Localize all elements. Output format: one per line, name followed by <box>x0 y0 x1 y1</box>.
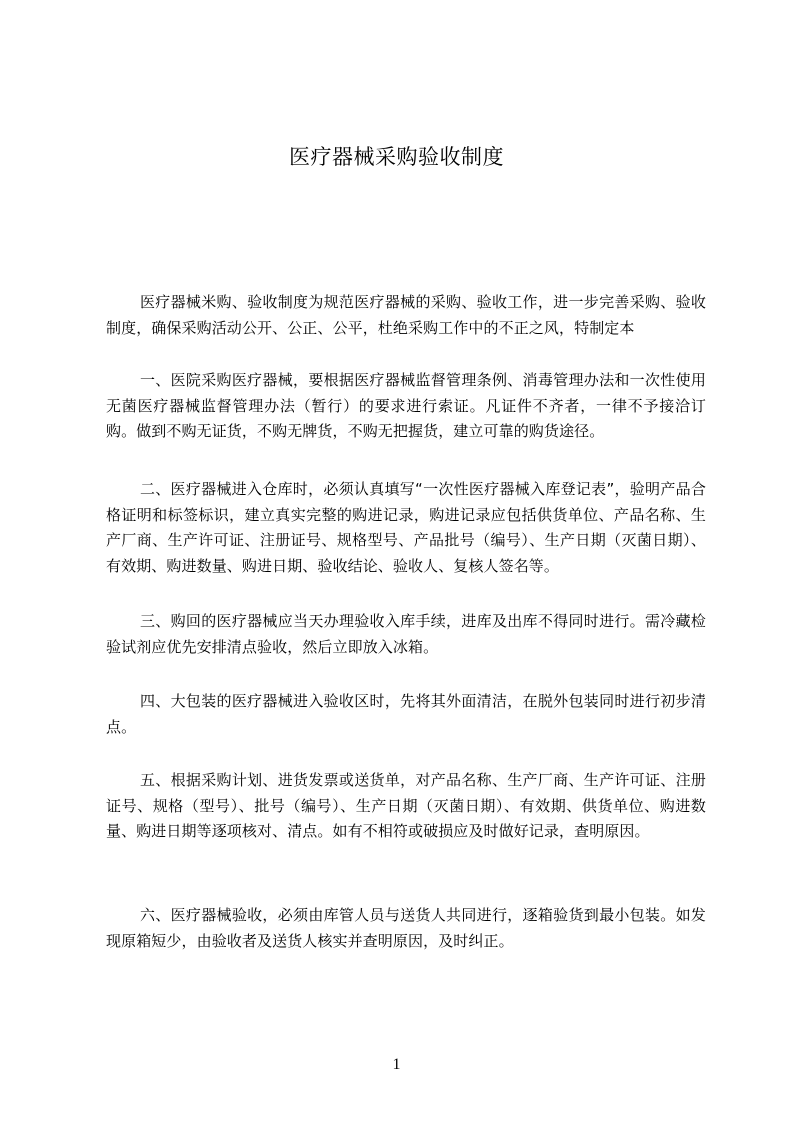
intro-paragraph: 医疗器械米购、验收制度为规范医疗器械的采购、验收工作，进一步完善采购、验收制度，确保采购活动公开、公正、公平，杜绝采购工作中的不正之风，特制定本 <box>106 293 706 337</box>
section-4-paragraph: 四、大包装的医疗器械进入验收区时，先将其外面清洁，在脱外包装同时进行初步清点。 <box>106 692 706 736</box>
section-3-paragraph: 三、购回的医疗器械应当天办理验收入库手续，进库及出库不得同时进行。需冷藏检验试剂应优先安排清点验收，然后立即放入冰箱。 <box>106 612 706 656</box>
document-title: 医疗器械采购验收制度 <box>289 145 504 169</box>
section-1-paragraph: 一、医院采购医疗器械，要根据医疗器械监督管理条例、消毒管理办法和一次性使用无菌医疗器械监督管理办法（暂行）的要求进行索证。凡证件不齐者，一律不予接洽订购。做到不购无证货，不购无牌货，不购无把握货，建立可靠的购货途径。 <box>106 371 706 440</box>
page-number: 1 <box>392 1056 401 1073</box>
section-5-paragraph: 五、根据采购计划、进货发票或送货单，对产品名称、生产厂商、生产许可证、注册证号、规格（型号）、批号（编号）、生产日期（灭菌日期）、有效期、供货单位、购进数量、购进日期等逐项核对、清点。如有不相符或破损应及时做好记录，查明原因。 <box>106 771 706 840</box>
section-6-paragraph: 六、医疗器械验收，必须由库管人员与送货人共同进行，逐箱验货到最小包装。如发现原箱短少，由验收者及送货人核实并查明原因，及时纠正。 <box>106 906 706 950</box>
section-2-paragraph: 二、医疗器械进入仓库时，必须认真填写“一次性医疗器械入库登记表”，验明产品合格证明和标签标识，建立真实完整的购进记录，购进记录应包括供货单位、产品名称、生产厂商、生产许可证、注册证号、规格型号、产品批号（编号）、生产日期（灭菌日期）、有效期、购进数量、购进日期、验收结论、验收人、复核人签名等。 <box>106 480 706 575</box>
